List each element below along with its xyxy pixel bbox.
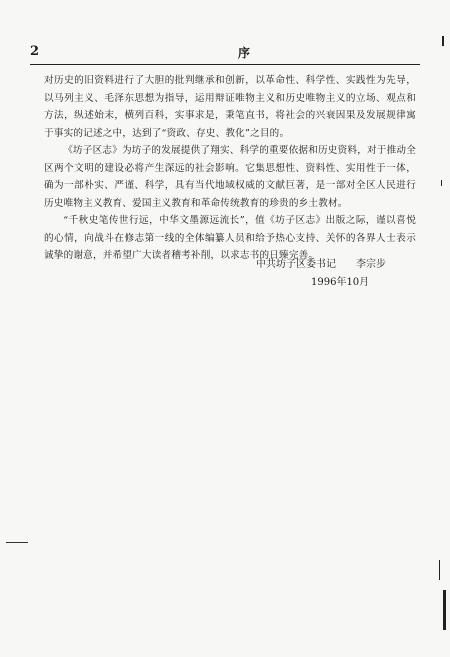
header-rule xyxy=(30,64,420,65)
section-title: 序 xyxy=(238,46,251,60)
paragraph: “千秋史笔传世行远，中华文墨源远流长”，值《坊子区志》出版之际，谨以喜悦的心情，向战斗在修志第一线的全体编纂人员和给予热心支持、关怀的各界人士表示诚挚的谢意，并希望广大读者稽考补削，以求志书的日臻完善。 xyxy=(44,215,416,261)
scan-artifact xyxy=(6,542,28,543)
scan-artifact xyxy=(442,36,444,46)
scan-artifact xyxy=(439,560,440,580)
scan-artifact xyxy=(441,180,442,186)
signature-date: 1996年10月 xyxy=(311,277,370,288)
paragraph-continuation: 对历史的旧资料进行了大胆的批判继承和创新，以革命性、科学性、实践性为先导，以马列主义、毛泽东思想为指导，运用辩证唯物主义和历史唯物主义的立场、观点和方法，纵述始末，横列百科，实事求是，秉笔直书，将社会的兴衰因果及发展规律寓于事实的记述之中，达到了“资政、存史、教化”之目的。 xyxy=(44,75,416,139)
page-header xyxy=(30,40,420,62)
scan-artifact xyxy=(443,590,446,630)
signature-block xyxy=(256,256,386,274)
body-text xyxy=(44,72,416,265)
signature-line xyxy=(256,256,386,274)
paragraph: 《坊子区志》为坊子的发展提供了翔实、科学的重要依据和历史资料，对于推动全区两个文明的建设必将产生深远的社会影响。它集思想性、资料性、实用性于一体，确为一部朴实、严谨、科学，具有当代地域权威的文献巨著，是一部对全区人民进行历史唯物主义教育、爱国主义教育和革命传统教育的珍贵的乡土教材。 xyxy=(44,145,416,209)
signatory-position: 中共坊子区委书记 xyxy=(256,259,336,270)
page-number: 2 xyxy=(30,44,40,59)
signatory-name: 李宗步 xyxy=(356,259,386,270)
